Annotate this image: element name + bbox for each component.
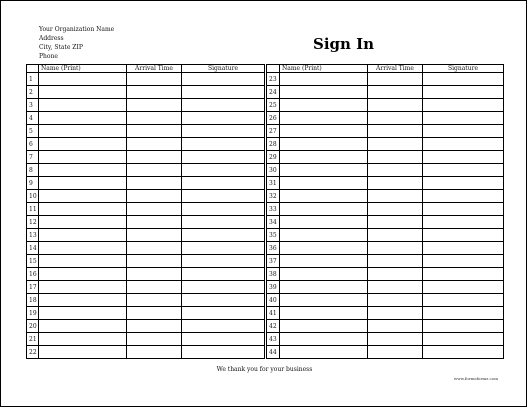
signature-field[interactable]: [423, 73, 504, 86]
signature-field[interactable]: [423, 138, 504, 151]
row-number: 7: [27, 151, 39, 164]
row-number: 12: [27, 216, 39, 229]
table-row: [27, 268, 265, 281]
signature-field[interactable]: [182, 138, 265, 151]
organization-name: Your Organization Name: [39, 26, 115, 33]
row-number: 34: [267, 216, 280, 229]
sign-in-table-right: [266, 64, 504, 359]
arrival-time-field[interactable]: [127, 216, 182, 229]
signature-field[interactable]: [182, 177, 265, 190]
row-number: 31: [267, 177, 280, 190]
row-number: 6: [27, 138, 39, 151]
organization-address: Address: [39, 35, 64, 42]
row-number: 4: [27, 112, 39, 125]
arrival-time-field[interactable]: [127, 203, 182, 216]
row-number: 21: [27, 333, 39, 346]
signature-field[interactable]: [182, 190, 265, 203]
row-number: 32: [267, 190, 280, 203]
table-row: [27, 216, 265, 229]
row-number: 36: [267, 242, 280, 255]
table-row: [267, 190, 504, 203]
organization-block: [39, 25, 114, 61]
name-field[interactable]: [39, 294, 127, 307]
row-number: 30: [267, 164, 280, 177]
name-field[interactable]: [39, 112, 127, 125]
arrival-time-field[interactable]: [368, 177, 423, 190]
arrival-time-field[interactable]: [368, 333, 423, 346]
arrival-time-field[interactable]: [127, 99, 182, 112]
row-number: 24: [267, 86, 280, 99]
signature-field[interactable]: [423, 112, 504, 125]
row-number: 1: [27, 73, 39, 86]
arrival-time-field[interactable]: [368, 73, 423, 86]
signature-field[interactable]: [182, 242, 265, 255]
row-number: 15: [27, 255, 39, 268]
arrival-time-field[interactable]: [127, 138, 182, 151]
row-number: 23: [267, 73, 280, 86]
name-field[interactable]: [280, 190, 368, 203]
name-field[interactable]: [280, 229, 368, 242]
arrival-time-field[interactable]: [368, 242, 423, 255]
arrival-time-field[interactable]: [127, 294, 182, 307]
signature-field[interactable]: [423, 229, 504, 242]
name-field[interactable]: [39, 255, 127, 268]
name-field[interactable]: [39, 307, 127, 320]
table-row: [27, 138, 265, 151]
signature-field[interactable]: [423, 125, 504, 138]
header-arrival-time: Arrival Time: [127, 65, 182, 73]
name-field[interactable]: [280, 86, 368, 99]
name-field[interactable]: [39, 242, 127, 255]
table-row: [267, 151, 504, 164]
row-number: 28: [267, 138, 280, 151]
table-row: [27, 255, 265, 268]
arrival-time-field[interactable]: [127, 346, 182, 359]
signature-field[interactable]: [423, 255, 504, 268]
table-row: [267, 112, 504, 125]
name-field[interactable]: [39, 164, 127, 177]
row-number: 39: [267, 281, 280, 294]
arrival-time-field[interactable]: [368, 125, 423, 138]
signature-field[interactable]: [423, 151, 504, 164]
name-field[interactable]: [280, 242, 368, 255]
page-title: Sign In: [313, 35, 375, 53]
table-row: [267, 333, 504, 346]
signature-field[interactable]: [182, 125, 265, 138]
table-row: [27, 307, 265, 320]
header-row: [27, 65, 265, 73]
signature-field[interactable]: [423, 320, 504, 333]
arrival-time-field[interactable]: [127, 268, 182, 281]
row-number: 2: [27, 86, 39, 99]
table-row: [267, 177, 504, 190]
name-field[interactable]: [280, 333, 368, 346]
arrival-time-field[interactable]: [368, 268, 423, 281]
header-name: Name (Print): [39, 65, 127, 73]
signature-field[interactable]: [182, 281, 265, 294]
row-number: 13: [27, 229, 39, 242]
organization-phone: Phone: [39, 53, 58, 60]
name-field[interactable]: [39, 177, 127, 190]
arrival-time-field[interactable]: [368, 86, 423, 99]
name-field[interactable]: [280, 177, 368, 190]
signature-field[interactable]: [423, 177, 504, 190]
name-field[interactable]: [280, 268, 368, 281]
name-field[interactable]: [280, 99, 368, 112]
table-row: [27, 229, 265, 242]
signature-field[interactable]: [182, 203, 265, 216]
row-number: 16: [27, 268, 39, 281]
row-number: 14: [27, 242, 39, 255]
table-row: [267, 307, 504, 320]
header-name: Name (Print): [280, 65, 368, 73]
arrival-time-field[interactable]: [368, 112, 423, 125]
row-number: 19: [27, 307, 39, 320]
row-number: 42: [267, 320, 280, 333]
table-row: [27, 190, 265, 203]
organization-city-state-zip: City, State ZIP: [39, 44, 83, 51]
name-field[interactable]: [39, 203, 127, 216]
arrival-time-field[interactable]: [127, 320, 182, 333]
signature-field[interactable]: [182, 164, 265, 177]
header-row: [267, 65, 504, 73]
name-field[interactable]: [39, 268, 127, 281]
table-row: [267, 73, 504, 86]
arrival-time-field[interactable]: [127, 73, 182, 86]
name-field[interactable]: [39, 125, 127, 138]
table-row: [27, 203, 265, 216]
table-row: [27, 151, 265, 164]
arrival-time-field[interactable]: [127, 151, 182, 164]
sign-in-table-left: [26, 64, 265, 359]
signature-field[interactable]: [182, 255, 265, 268]
row-number: 9: [27, 177, 39, 190]
table-row: [27, 333, 265, 346]
arrival-time-field[interactable]: [127, 190, 182, 203]
signature-field[interactable]: [423, 86, 504, 99]
arrival-time-field[interactable]: [127, 112, 182, 125]
table-row: [267, 216, 504, 229]
signature-field[interactable]: [182, 346, 265, 359]
row-number: 43: [267, 333, 280, 346]
name-field[interactable]: [39, 320, 127, 333]
name-field[interactable]: [39, 216, 127, 229]
table-row: [267, 320, 504, 333]
name-field[interactable]: [39, 73, 127, 86]
arrival-time-field[interactable]: [368, 216, 423, 229]
table-row: [267, 229, 504, 242]
table-row: [267, 86, 504, 99]
arrival-time-field[interactable]: [368, 307, 423, 320]
header-signature: Signature: [423, 65, 504, 73]
name-field[interactable]: [280, 203, 368, 216]
table-row: [27, 294, 265, 307]
signature-field[interactable]: [182, 99, 265, 112]
row-number: 8: [27, 164, 39, 177]
table-row: [267, 125, 504, 138]
row-number: 25: [267, 99, 280, 112]
row-number: 35: [267, 229, 280, 242]
table-row: [27, 112, 265, 125]
name-field[interactable]: [280, 346, 368, 359]
signature-field[interactable]: [182, 229, 265, 242]
arrival-time-field[interactable]: [368, 190, 423, 203]
signature-field[interactable]: [423, 294, 504, 307]
name-field[interactable]: [280, 112, 368, 125]
name-field[interactable]: [280, 73, 368, 86]
table-row: [27, 99, 265, 112]
name-field[interactable]: [280, 138, 368, 151]
table-row: [267, 203, 504, 216]
signature-field[interactable]: [423, 268, 504, 281]
signature-field[interactable]: [182, 216, 265, 229]
arrival-time-field[interactable]: [368, 138, 423, 151]
header-number: [267, 65, 280, 73]
signature-field[interactable]: [423, 281, 504, 294]
header-arrival-time: Arrival Time: [368, 65, 423, 73]
arrival-time-field[interactable]: [127, 333, 182, 346]
name-field[interactable]: [39, 86, 127, 99]
name-field[interactable]: [39, 190, 127, 203]
arrival-time-field[interactable]: [127, 125, 182, 138]
name-field[interactable]: [280, 164, 368, 177]
name-field[interactable]: [280, 255, 368, 268]
table-row: [27, 86, 265, 99]
signature-field[interactable]: [182, 307, 265, 320]
arrival-time-field[interactable]: [368, 203, 423, 216]
table-row: [267, 99, 504, 112]
name-field[interactable]: [39, 138, 127, 151]
site-credit: www.formsformz.com: [453, 376, 498, 381]
name-field[interactable]: [39, 346, 127, 359]
arrival-time-field[interactable]: [127, 164, 182, 177]
footer-thanks: We thank you for your business: [216, 366, 313, 373]
row-number: 41: [267, 307, 280, 320]
table-row: [267, 138, 504, 151]
name-field[interactable]: [39, 99, 127, 112]
arrival-time-field[interactable]: [127, 86, 182, 99]
signature-field[interactable]: [423, 190, 504, 203]
arrival-time-field[interactable]: [368, 294, 423, 307]
signature-field[interactable]: [182, 86, 265, 99]
signature-field[interactable]: [182, 268, 265, 281]
row-number: 17: [27, 281, 39, 294]
name-field[interactable]: [280, 294, 368, 307]
row-number: 27: [267, 125, 280, 138]
signature-field[interactable]: [182, 320, 265, 333]
row-number: 10: [27, 190, 39, 203]
row-number: 22: [27, 346, 39, 359]
signature-field[interactable]: [423, 346, 504, 359]
name-field[interactable]: [39, 281, 127, 294]
row-number: 29: [267, 151, 280, 164]
signature-field[interactable]: [423, 333, 504, 346]
table-row: [27, 73, 265, 86]
row-number: 37: [267, 255, 280, 268]
signature-field[interactable]: [423, 216, 504, 229]
signature-field[interactable]: [182, 73, 265, 86]
header-signature: Signature: [182, 65, 265, 73]
name-field[interactable]: [280, 125, 368, 138]
table-row: [27, 281, 265, 294]
signature-field[interactable]: [182, 112, 265, 125]
row-number: 40: [267, 294, 280, 307]
signature-field[interactable]: [423, 203, 504, 216]
table-row: [27, 164, 265, 177]
table-row: [27, 125, 265, 138]
table-row: [267, 255, 504, 268]
row-number: 3: [27, 99, 39, 112]
table-row: [267, 164, 504, 177]
arrival-time-field[interactable]: [368, 99, 423, 112]
arrival-time-field[interactable]: [368, 281, 423, 294]
arrival-time-field[interactable]: [127, 307, 182, 320]
arrival-time-field[interactable]: [368, 320, 423, 333]
signature-field[interactable]: [423, 307, 504, 320]
table-row: [27, 177, 265, 190]
signature-field[interactable]: [182, 294, 265, 307]
row-number: 44: [267, 346, 280, 359]
name-field[interactable]: [280, 320, 368, 333]
name-field[interactable]: [280, 281, 368, 294]
row-number: 18: [27, 294, 39, 307]
name-field[interactable]: [39, 333, 127, 346]
signature-field[interactable]: [423, 99, 504, 112]
arrival-time-field[interactable]: [127, 242, 182, 255]
signature-field[interactable]: [182, 151, 265, 164]
table-row: [267, 268, 504, 281]
table-row: [27, 242, 265, 255]
row-number: 33: [267, 203, 280, 216]
signature-field[interactable]: [423, 242, 504, 255]
arrival-time-field[interactable]: [127, 229, 182, 242]
arrival-time-field[interactable]: [127, 255, 182, 268]
name-field[interactable]: [280, 307, 368, 320]
arrival-time-field[interactable]: [368, 229, 423, 242]
header-number: [27, 65, 39, 73]
arrival-time-field[interactable]: [127, 281, 182, 294]
table-row: [267, 242, 504, 255]
table-row: [27, 320, 265, 333]
row-number: 5: [27, 125, 39, 138]
table-row: [267, 294, 504, 307]
arrival-time-field[interactable]: [368, 151, 423, 164]
name-field[interactable]: [39, 151, 127, 164]
arrival-time-field[interactable]: [368, 255, 423, 268]
table-row: [267, 346, 504, 359]
table-row: [27, 346, 265, 359]
signature-field[interactable]: [423, 164, 504, 177]
row-number: 11: [27, 203, 39, 216]
arrival-time-field[interactable]: [368, 164, 423, 177]
arrival-time-field[interactable]: [127, 177, 182, 190]
name-field[interactable]: [280, 216, 368, 229]
arrival-time-field[interactable]: [368, 346, 423, 359]
row-number: 20: [27, 320, 39, 333]
row-number: 38: [267, 268, 280, 281]
signature-field[interactable]: [182, 333, 265, 346]
name-field[interactable]: [39, 229, 127, 242]
name-field[interactable]: [280, 151, 368, 164]
table-row: [267, 281, 504, 294]
row-number: 26: [267, 112, 280, 125]
